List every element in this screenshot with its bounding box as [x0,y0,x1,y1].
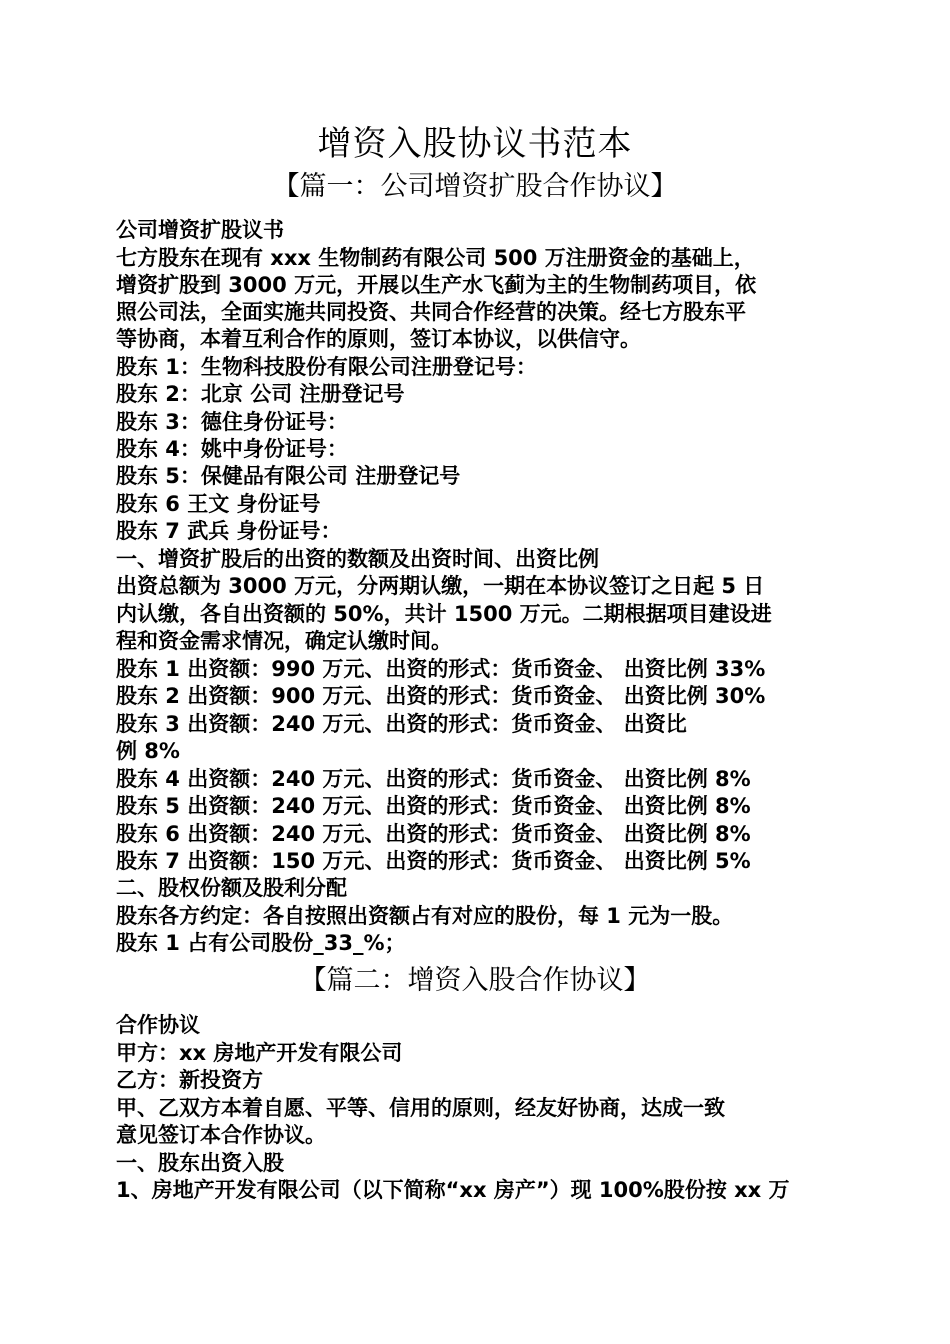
text-line: 乙方：新投资方 [116,1068,263,1092]
text-line: 股东 1 占有公司股份_33_%； [116,931,406,955]
text-line: 出资总额为 3000 万元，分两期认缴，一期在本协议签订之日起 5 日 [116,574,765,598]
text-line: 意见签订本合作协议。 [116,1123,326,1147]
text-line: 股东 6 出资额：240 万元、出资的形式：货币资金、 出资比例 8% [116,822,751,846]
text-line: 股东 4 出资额：240 万元、出资的形式：货币资金、 出资比例 8% [116,767,751,791]
text-line: 股东 3：德住身份证号： [116,410,348,434]
text-line: 股东 7 出资额：150 万元、出资的形式：货币资金、 出资比例 5% [116,849,751,873]
text-line: 照公司法，全面实施共同投资、共同合作经营的决策。经七方股东平 [116,300,746,324]
text-line: 合作协议 [116,1013,200,1037]
text-line: 股东 2 出资额：900 万元、出资的形式：货币资金、 出资比例 30% [116,684,766,708]
section1-heading: 【篇一：公司增资扩股合作协议】 [272,171,678,202]
text-line: 股东 7 武兵 身份证号： [116,519,342,543]
text-line: 等协商，本着互利合作的原则，签订本协议，以供信守。 [116,327,641,351]
text-line: 一、增资扩股后的出资的数额及出资时间、出资比例 [116,547,599,571]
text-line: 股东 5：保健品有限公司 注册登记号 [116,464,461,488]
text-line: 甲、乙双方本着自愿、平等、信用的原则，经友好协商，达成一致 [116,1096,725,1120]
text-line: 七方股东在现有 xxx 生物制药有限公司 500 万注册资金的基础上， [116,246,755,270]
text-line: 甲方：xx 房地产开发有限公司 [116,1041,403,1065]
text-line: 股东各方约定：各自按照出资额占有对应的股份，每 1 元为一股。 [116,904,734,928]
text-line: 二、股权份额及股利分配 [116,876,347,900]
text-line: 程和资金需求情况，确定认缴时间。 [116,629,452,653]
text-line: 增资扩股到 3000 万元，开展以生产水飞蓟为主的生物制药项目，依 [116,273,757,297]
text-line: 股东 3 出资额：240 万元、出资的形式：货币资金、 出资比 [116,712,687,736]
text-line: 股东 5 出资额：240 万元、出资的形式：货币资金、 出资比例 8% [116,794,751,818]
document-title: 增资入股协议书范本 [317,124,633,164]
section2-heading: 【篇二：增资入股合作协议】 [299,965,651,996]
text-line: 股东 1 出资额：990 万元、出资的形式：货币资金、 出资比例 33% [116,657,766,681]
text-line: 股东 4：姚中身份证号： [116,437,348,461]
text-line: 一、股东出资入股 [116,1151,284,1175]
text-line: 例 8% [116,739,180,763]
text-line: 内认缴，各自出资额的 50%，共计 1500 万元。二期根据项目建设进 [116,602,772,626]
text-line: 股东 2：北京 公司 注册登记号 [116,382,405,406]
text-line: 股东 6 王文 身份证号 [116,492,321,516]
text-line: 1、房地产开发有限公司（以下简称“xx 房产”）现 100%股份按 xx 万 [116,1178,790,1202]
text-line: 公司增资扩股议书 [116,218,284,242]
text-line: 股东 1：生物科技股份有限公司注册登记号： [116,355,537,379]
